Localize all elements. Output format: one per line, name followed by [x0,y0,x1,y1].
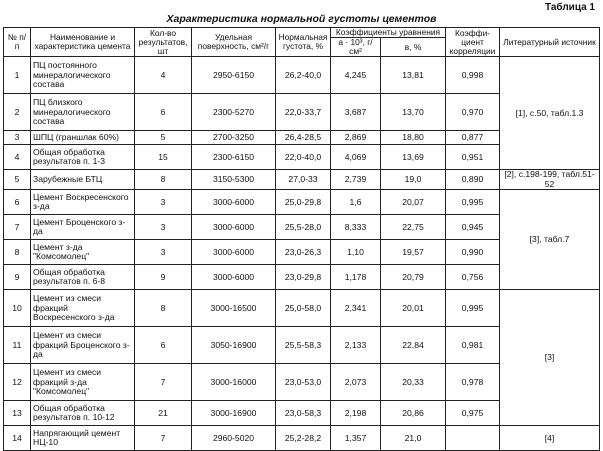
cell-lit: [3] [500,290,600,426]
cell-density: 23,0-29,8 [276,265,331,290]
cell-count: 3 [135,215,192,240]
cell-name: Общая обработка результатов п. 1-3 [31,145,135,170]
cell-lit: [1], с.50, табл.1.3 [500,57,600,170]
cell-coef-b: 20,07 [381,190,446,215]
cell-surface: 2960-5020 [192,426,276,451]
header-num: № п/п [4,28,31,57]
table-row [4,190,600,215]
cell-coef-b: 19,0 [381,170,446,190]
cell-density: 26,4-28,5 [276,131,331,145]
cell-corr: 0,890 [446,170,500,190]
table-row [4,290,600,327]
cell-surface: 3050-16900 [192,327,276,364]
cell-lit: [3], табл.7 [500,190,600,290]
header-coef-group: Коэффициенты уравнения [331,28,446,38]
cell-density: 27,0-33 [276,170,331,190]
cement-table [3,27,600,451]
cell-corr: 0,995 [446,290,500,327]
cell-surface: 3000-6000 [192,215,276,240]
cell-num: 9 [4,265,31,290]
cell-surface: 3000-16000 [192,364,276,401]
cell-surface: 2950-6150 [192,57,276,94]
cell-coef-a: 4,069 [331,145,381,170]
cell-lit: [4] [500,426,600,451]
header-corr: Коэффи-циент корреляции [446,28,500,57]
cell-corr: 0,975 [446,401,500,426]
cell-name: Цемент из смеси фракций з-да "Комсомолец" [31,364,135,401]
cell-name: Цемент из смеси фракций Броценского з-да [31,327,135,364]
cell-coef-b: 13,70 [381,94,446,131]
cell-num: 12 [4,364,31,401]
cell-surface: 2300-5270 [192,94,276,131]
header-coef-a: a · 10³, г/см² [331,38,381,57]
cell-num: 4 [4,145,31,170]
cell-density: 23,0-58,3 [276,401,331,426]
cell-surface: 3000-16500 [192,290,276,327]
cell-surface: 2300-6150 [192,145,276,170]
cell-name: ПЦ близкого минералогического состава [31,94,135,131]
cell-corr: 0,951 [446,145,500,170]
cell-density: 23,0-53,0 [276,364,331,401]
cell-name: Цемент Воскресенского з-да [31,190,135,215]
cell-density: 25,2-28,2 [276,426,331,451]
cell-lit: [2], с.198-199, табл.51-52 [500,170,600,190]
cell-density: 25,5-58,3 [276,327,331,364]
cell-surface: 3000-6000 [192,265,276,290]
cell-count: 21 [135,401,192,426]
header-density: Нормальная густота, % [276,28,331,57]
cell-corr: 0,981 [446,327,500,364]
cell-num: 14 [4,426,31,451]
cell-name: ШПЦ (граншлак 60%) [31,131,135,145]
cell-density: 25,0-58,0 [276,290,331,327]
cell-count: 9 [135,265,192,290]
cell-coef-b: 21,0 [381,426,446,451]
cell-corr: 0,877 [446,131,500,145]
cell-surface: 2700-3250 [192,131,276,145]
cell-num: 13 [4,401,31,426]
cell-corr: 0,978 [446,364,500,401]
cell-coef-b: 20,79 [381,265,446,290]
cell-num: 5 [4,170,31,190]
cell-count: 5 [135,131,192,145]
cell-corr: 0,995 [446,190,500,215]
cell-count: 3 [135,240,192,265]
header-row [4,28,600,38]
cell-coef-b: 20,01 [381,290,446,327]
header-name: Наименование и характеристика цемента [31,28,135,57]
cell-num: 7 [4,215,31,240]
cell-corr: 0,990 [446,240,500,265]
cell-coef-a: 2,341 [331,290,381,327]
cell-coef-b: 13,81 [381,57,446,94]
cell-coef-a: 4,245 [331,57,381,94]
cell-count: 7 [135,364,192,401]
header-count: Кол-во результатов, шт [135,28,192,57]
cell-name: Напрягающий цемент НЦ-10 [31,426,135,451]
cell-coef-b: 20,86 [381,401,446,426]
cell-coef-a: 1,6 [331,190,381,215]
cell-num: 8 [4,240,31,265]
cell-coef-a: 2,133 [331,327,381,364]
header-coef-b: в, % [381,38,446,57]
cell-num: 6 [4,190,31,215]
cell-name: Общая обработка результатов п. 6-8 [31,265,135,290]
cell-coef-a: 2,739 [331,170,381,190]
cell-num: 1 [4,57,31,94]
cell-count: 8 [135,170,192,190]
cell-coef-b: 18,80 [381,131,446,145]
cell-name: Цемент з-да "Комсомолец" [31,240,135,265]
cell-surface: 3150-5300 [192,170,276,190]
cell-name: Цемент из смеси фракций Воскресенского з-да [31,290,135,327]
cell-surface: 3000-6000 [192,240,276,265]
table-title: Характеристика нормальной густоты цементов [166,13,437,25]
cell-corr: 0,756 [446,265,500,290]
cell-density: 26,2-40,0 [276,57,331,94]
cell-count: 15 [135,145,192,170]
header-surface: Удельная поверхность, см²/г [192,28,276,57]
cell-num: 3 [4,131,31,145]
cell-corr: 0,970 [446,94,500,131]
cell-corr: 0,945 [446,215,500,240]
cell-coef-b: 13,69 [381,145,446,170]
cell-count: 6 [135,327,192,364]
cell-coef-b: 19,57 [381,240,446,265]
cell-coef-a: 8,333 [331,215,381,240]
cell-count: 6 [135,94,192,131]
cell-density: 22,0-40,0 [276,145,331,170]
cell-coef-a: 1,178 [331,265,381,290]
cell-num: 11 [4,327,31,364]
cell-coef-b: 22,75 [381,215,446,240]
cell-coef-b: 22,84 [381,327,446,364]
cell-name: Цемент Броценского з-да [31,215,135,240]
cell-density: 23,0-26,3 [276,240,331,265]
cell-density: 22,0-33,7 [276,94,331,131]
table-row [4,426,600,451]
header-lit: Литературный источник [500,28,600,57]
cell-surface: 3000-6000 [192,190,276,215]
table-row [4,57,600,94]
cell-surface: 3000-16900 [192,401,276,426]
table-row [4,170,600,190]
cell-corr: 0,998 [446,57,500,94]
cell-coef-a: 2,869 [331,131,381,145]
cell-num: 2 [4,94,31,131]
cell-density: 25,0-29,8 [276,190,331,215]
cell-coef-a: 1,10 [331,240,381,265]
cell-coef-a: 2,198 [331,401,381,426]
cell-name: Зарубежные БТЦ [31,170,135,190]
cell-coef-a: 1,357 [331,426,381,451]
cell-coef-b: 20,33 [381,364,446,401]
cell-coef-a: 2,073 [331,364,381,401]
cell-corr [446,426,500,451]
cell-coef-a: 3,687 [331,94,381,131]
cell-num: 10 [4,290,31,327]
cell-count: 7 [135,426,192,451]
cell-count: 4 [135,57,192,94]
table-number-label: Таблица 1 [544,2,595,13]
cell-count: 8 [135,290,192,327]
cell-name: ПЦ постоянного минералогического состава [31,57,135,94]
cell-density: 25,5-28,0 [276,215,331,240]
cell-count: 3 [135,190,192,215]
cell-name: Общая обработка результатов п. 10-12 [31,401,135,426]
